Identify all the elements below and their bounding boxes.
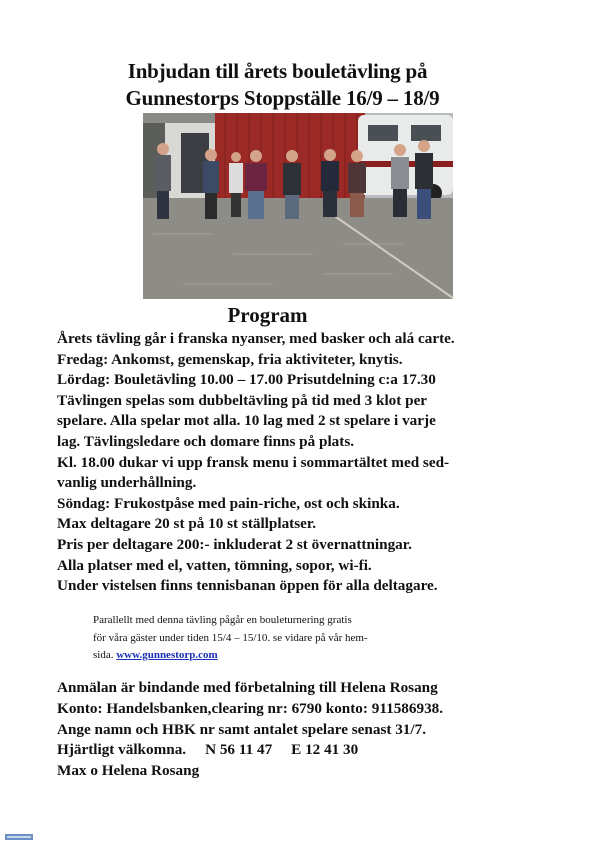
note-line-3 bbox=[93, 647, 513, 665]
coordinate-east: E 12 41 30 bbox=[291, 741, 359, 759]
signature: Max o Helena Rosang bbox=[57, 762, 200, 780]
footer-line-1: Anmälan är bindande med förbetalning till Helena Rosang bbox=[57, 679, 438, 696]
note-prefix: sida. bbox=[93, 649, 117, 661]
program-text bbox=[57, 329, 577, 597]
program-line: Kl. 18.00 dukar vi upp fransk menu i sommartältet med sed- bbox=[57, 453, 450, 471]
note-line-2: för våra gäster under tiden 15/4 – 15/10. se vidare på vår hem- bbox=[93, 631, 368, 644]
boule-players-photo bbox=[143, 113, 453, 299]
program-line: Fredag: Ankomst, gemenskap, fria aktiviteter, knytis. bbox=[57, 350, 403, 368]
program-line: Årets tävling går i franska nyanser, med basker och alá carte. bbox=[57, 330, 455, 347]
footer-line-2: Konto: Handelsbanken,clearing nr: 6790 konto: 911586938. bbox=[57, 699, 444, 717]
program-line: Lördag: Bouletävling 10.00 – 17.00 Prisutdelning c:a 17.30 bbox=[57, 371, 436, 389]
program-line: lag. Tävlingsledare och domare finns på plats. bbox=[57, 432, 355, 450]
program-line: Söndag: Frukostpåse med pain-riche, ost och skinka. bbox=[57, 494, 400, 512]
program-line: Alla platser med el, vatten, tömning, sopor, wi-fi. bbox=[57, 556, 372, 574]
note-line-1: Parallellt med denna tävling pågår en bouleturnering gratis bbox=[93, 614, 352, 626]
program-line: Max deltagare 20 st på 10 st ställplatser. bbox=[57, 515, 317, 533]
coordinate-north: N 56 11 47 bbox=[205, 741, 273, 759]
greeting: Hjärtligt välkomna. bbox=[57, 741, 187, 759]
program-line: vanlig underhållning. bbox=[57, 474, 197, 492]
program-line: Pris per deltagare 200:- inkluderat 2 st övernattningar. bbox=[57, 535, 412, 553]
program-heading: Program bbox=[227, 303, 308, 327]
footer-line-3: Ange namn och HBK nr samt antalet spelare senast 31/7. bbox=[57, 720, 427, 738]
website-link[interactable]: www.gunnestorp.com bbox=[116, 649, 218, 661]
title-line-2: Gunnestorps Stoppställe 16/9 – 18/9 bbox=[125, 86, 440, 110]
footer-logo-icon bbox=[4, 829, 34, 839]
program-line: Under vistelsen finns tennisbanan öppen för alla deltagare. bbox=[57, 577, 438, 595]
footer-line-4 bbox=[57, 740, 577, 761]
registration-info bbox=[57, 678, 577, 782]
invitation-title bbox=[0, 58, 595, 112]
program-line: spelare. Alla spelar mot alla. 10 lag med 2 st spelare i varje bbox=[57, 412, 436, 430]
program-line: Tävlingen spelas som dubbeltävling på tid med 3 klot per bbox=[57, 391, 428, 409]
boule-note bbox=[93, 612, 513, 665]
title-line-1: Inbjudan till årets bouletävling på bbox=[127, 59, 428, 83]
